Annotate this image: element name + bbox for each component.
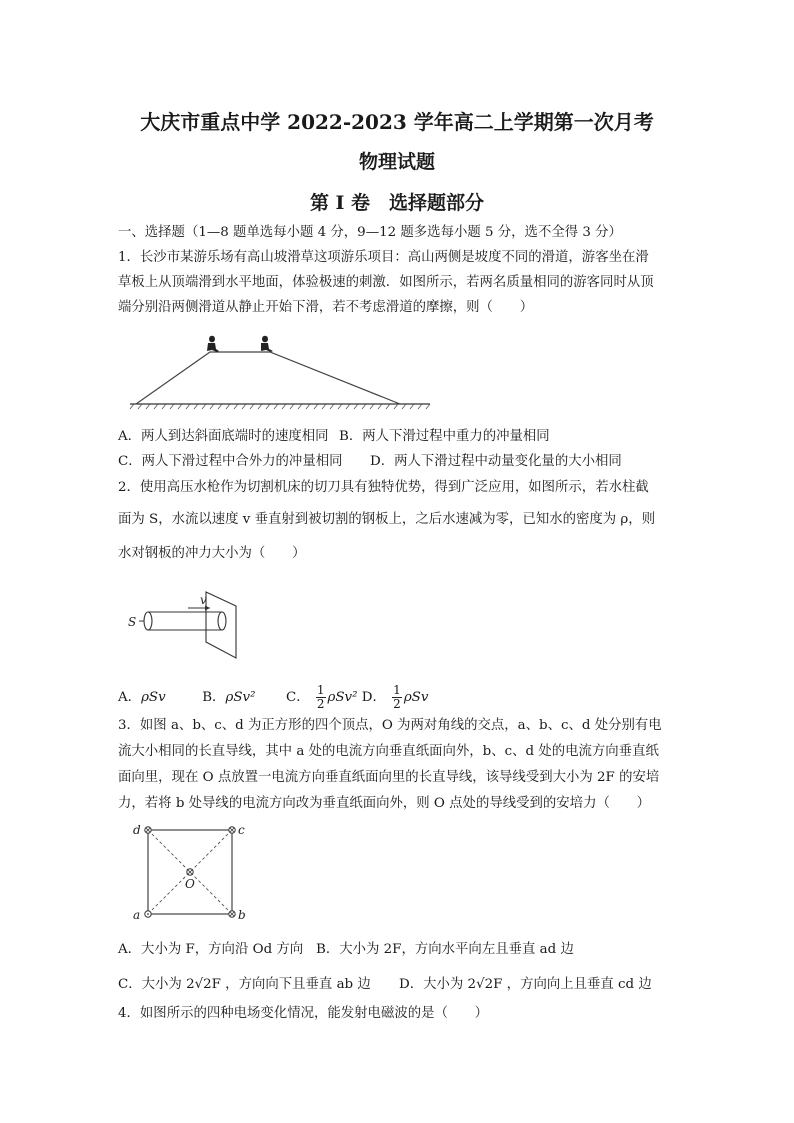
- wire-a-icon: [145, 911, 151, 917]
- label-s: S: [128, 615, 137, 629]
- q2-options: [118, 684, 428, 711]
- q2-option-d: ρSv: [403, 690, 429, 705]
- q2-line2: 面为 S，水流以速度 v 垂直射到被切割的钢板上，之后水速减为零，已知水的密度为 ρ，则: [118, 512, 656, 527]
- q2-option-c: ρSv²: [327, 690, 358, 705]
- q2-water-jet-figure: [128, 584, 248, 659]
- wire-o-icon: [187, 869, 193, 875]
- ground-hatch: [130, 404, 430, 409]
- right-rider-icon: [261, 336, 273, 352]
- q4-line1: 4．如图所示的四种电场变化情况，能发射电磁波的是（ ）: [118, 1006, 489, 1021]
- q2-option-c-fraction: [316, 684, 326, 711]
- q3-line4: 力，若将 b 处导线的电流方向改为垂直纸面向外，则 O 点处的导线受到的安培力（ ）: [118, 796, 651, 811]
- label-o: O: [185, 877, 195, 891]
- left-rider-icon: [207, 336, 219, 352]
- subject-title: 物理试题: [358, 151, 435, 173]
- label-c: c: [238, 823, 245, 837]
- q2-option-d-numerator: 1: [393, 683, 401, 697]
- label-a: a: [133, 908, 141, 922]
- label-v: v: [200, 593, 207, 607]
- q3-option-c: C．大小为 2√2F ，方向向下且垂直 ab 边: [118, 977, 371, 992]
- q3-option-b: B．大小为 2F，方向水平向左且垂直 ad 边: [316, 942, 574, 957]
- pipe-end-left: [144, 612, 152, 630]
- q2-option-c-numerator: 1: [316, 683, 325, 697]
- q2-option-a: ρSv: [141, 690, 166, 705]
- wire-b-icon: [229, 911, 235, 917]
- q2-line1: 2．使用高压水枪作为切割机床的切刀具有独特优势，得到广泛应用，如图所示，若水柱截: [118, 480, 649, 495]
- q3-line1: 3．如图 a、b、c、d 为正方形的四个顶点，O 为两对角线的交点，a、b、c、d 处分别有电: [118, 718, 662, 733]
- q3-option-a: A．大小为 F，方向沿 Od 方向: [118, 942, 304, 957]
- q3-square-figure: [128, 820, 258, 925]
- exam-title: 大庆市重点中学 2022-2023 学年高二上学期第一次月考: [140, 110, 654, 134]
- wire-c-icon: [229, 827, 235, 833]
- label-b: b: [238, 908, 246, 922]
- q1-option-c: C．两人下滑过程中合外力的冲量相同: [118, 454, 343, 469]
- section-heading: 一、选择题（1—8 题单选每小题 4 分，9—12 题多选每小题 5 分，选不全得 3 分）: [118, 225, 622, 240]
- q2-option-d-label: D．: [361, 690, 386, 705]
- q1-option-b: B．两人下滑过程中重力的冲量相同: [339, 429, 550, 444]
- q1-line2: 草板上从顶端滑到水平地面，体验极速的刺激．如图所示，若两名质量相同的游客同时从顶: [118, 275, 654, 290]
- q1-line3: 端分别沿两侧滑道从静止开始下滑，若不考虑滑道的摩擦，则（ ）: [118, 300, 534, 315]
- q2-option-b-label: B．: [202, 690, 226, 705]
- q2-option-d-denominator: 2: [393, 697, 401, 711]
- q1-line1: 1．长沙市某游乐场有高山坡滑草这项游乐项目：高山两侧是坡度不同的滑道，游客坐在滑: [118, 250, 649, 265]
- q1-option-d: D．两人下滑过程中动量变化量的大小相同: [370, 454, 622, 469]
- q2-option-a-label: A．: [118, 690, 142, 705]
- q2-option-c-label: C．: [285, 690, 310, 705]
- q1-option-a: A．两人到达斜面底端时的速度相同: [118, 429, 329, 444]
- pipe-end-right: [218, 612, 226, 630]
- q3-option-d: D．大小为 2√2F ，方向向上且垂直 cd 边: [399, 977, 652, 992]
- q2-line3: 水对钢板的冲力大小为（ ）: [118, 546, 306, 561]
- hill-outline: [136, 352, 400, 404]
- q3-line2: 流大小相同的长直导线，其中 a 处的电流方向垂直纸面向外，b、c、d 处的电流方向垂直纸: [118, 744, 659, 759]
- q2-option-d-fraction: [392, 684, 402, 711]
- q2-option-b: ρSv²: [225, 690, 256, 705]
- q3-line3: 面向里，现在 O 点放置一电流方向垂直纸面向里的长直导线，该导线受到大小为 2F 的安培: [118, 770, 660, 785]
- wire-d-icon: [145, 827, 151, 833]
- q1-slope-figure: [128, 330, 438, 412]
- q2-option-c-denominator: 2: [316, 697, 325, 711]
- label-d: d: [133, 823, 141, 837]
- part-title: 第 I 卷 选择题部分: [309, 192, 485, 214]
